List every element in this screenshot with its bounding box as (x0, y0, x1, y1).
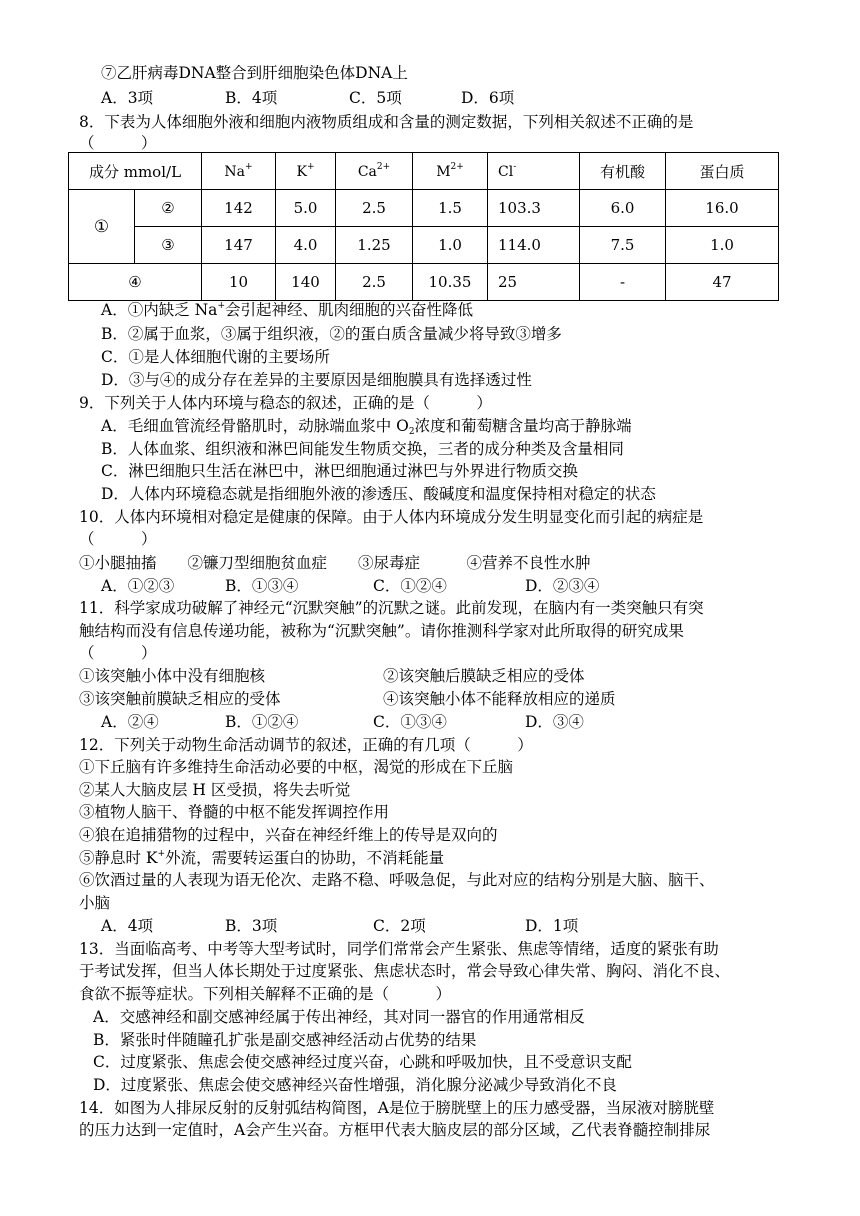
q13-option-b: B．紧张时伴随瞳孔扩张是副交感神经活动占优势的结果 (93, 1031, 477, 1049)
table-cell: 5.0 (276, 190, 336, 227)
q13-option-c: C．过度紧张、焦虑会使交感神经过度兴奋，心跳和呼吸加快，且不受意识支配 (93, 1053, 632, 1071)
table-row (69, 264, 779, 301)
table-cell: 103.3 (488, 190, 580, 227)
q9-option-b: B．人体血浆、组织液和淋巴间能发生物质交换，三者的成分种类及含量相同 (101, 440, 624, 458)
q11-item-2: ②该突触后膜缺乏相应的受体 (383, 667, 585, 685)
q8-option-a: A．①内缺乏 Na+会引起神经、肌肉细胞的兴奋性降低 (101, 301, 473, 319)
q8-option-b: B．②属于血浆，③属于组织液，②的蛋白质含量减少将导致③增多 (101, 325, 562, 343)
table-cell: 142 (202, 190, 276, 227)
table-cell: ④ (69, 264, 202, 301)
table-group-cell: ① (69, 190, 135, 264)
q13-stem-line1: 13．当面临高考、中考等大型考试时，同学们常常会产生紧张、焦虑等情绪，适度的紧张有助 (79, 940, 719, 958)
table-cell: 6.0 (580, 190, 666, 227)
table-cell: 2.5 (336, 190, 413, 227)
q11-item-4: ④该突触小体不能释放相应的递质 (383, 690, 616, 708)
q9-stem: 9．下列关于人体内环境与稳态的叙述，正确的是（ ） (79, 394, 492, 412)
q12-stem: 12．下列关于动物生命活动调节的叙述，正确的有几项（ ） (79, 736, 533, 754)
q11-option-b: B．①②④ (225, 713, 299, 731)
q12-option-c: C．2项 (373, 917, 426, 935)
q13-stem-line3: 食欲不振等症状。下列相关解释不正确的是（ ） (79, 985, 452, 1003)
q12-item-3: ③植物人脑干、脊髓的中枢不能发挥调控作用 (79, 803, 390, 821)
q13-option-a: A．交感神经和副交感神经属于传出神经，其对同一器官的作用通常相反 (93, 1008, 585, 1026)
q11-stem-line2: 触结构而没有信息传递功能，被称为“沉默突触”。请你推测科学家对此所取得的研究成果 (79, 622, 684, 640)
q8-option-d: D．③与④的成分存在差异的主要原因是细胞膜具有选择透过性 (101, 371, 532, 389)
q11-option-c: C．①③④ (373, 713, 447, 731)
table-cell: 1.5 (413, 190, 488, 227)
table-cell: 10 (202, 264, 276, 301)
table-header-cell: K+ (276, 153, 336, 190)
q8-data-table (68, 152, 779, 301)
q14-stem-line1: 14．如图为人排尿反射的反射弧结构简图，A是位于膀胱壁上的压力感受器，当尿液对膀胱壁 (79, 1099, 715, 1117)
q11-item-3: ③该突触前膜缺乏相应的受体 (79, 690, 281, 708)
q9-option-d: D．人体内环境稳态就是指细胞外液的渗透压、酸碱度和温度保持相对稳定的状态 (101, 485, 656, 503)
table-header-cell: Na+ (202, 153, 276, 190)
q13-stem-line2: 于考试发挥，但当人体长期处于过度紧张、焦虑状态时，常会导致心律失常、胸闷、消化不良、 (79, 962, 731, 980)
q11-stem-line3: （ ） (79, 644, 157, 662)
table-cell: 1.0 (413, 227, 488, 264)
q7-option-b: B．4项 (225, 89, 278, 107)
table-header-cell: $M^{2+}$ (413, 153, 488, 190)
table-cell: 1.0 (666, 227, 779, 264)
table-cell: 16.0 (666, 190, 779, 227)
table-cell: 114.0 (488, 227, 580, 264)
table-row (69, 190, 779, 227)
q11-stem-line1: 11．科学家成功破解了神经元“沉默突触”的沉默之谜。此前发现，在脑内有一类突触只有突 (79, 599, 704, 617)
q7-item-7: ⑦乙肝病毒DNA整合到肝细胞染色体DNA上 (101, 64, 408, 82)
q10-items: ①小腿抽搐 ②镰刀型细胞贫血症 ③尿毒症 ④营养不良性水肿 (79, 554, 591, 572)
table-header-cell: $Ca^{2+}$ (336, 153, 413, 190)
table-cell: 140 (276, 264, 336, 301)
q7-option-a: A．3项 (101, 89, 154, 107)
q14-stem-line2: 的压力达到一定值时，A会产生兴奋。方框甲代表大脑皮层的部分区域，乙代表脊髓控制排尿 (79, 1121, 711, 1139)
q8-option-c: C．①是人体细胞代谢的主要场所 (101, 348, 330, 366)
table-cell: 1.25 (336, 227, 413, 264)
table-cell: - (580, 264, 666, 301)
table-cell: 2.5 (336, 264, 413, 301)
q10-option-c: C．①②④ (373, 577, 447, 595)
table-header-cell: 成分 mmol/L (69, 153, 202, 190)
q12-item-2: ②某人大脑皮层 H 区受损，将失去听觉 (79, 781, 351, 799)
q11-option-d: D．③④ (525, 713, 584, 731)
table-cell: 10.35 (413, 264, 488, 301)
table-cell: 47 (666, 264, 779, 301)
table-cell: ③ (135, 227, 202, 264)
q8-stem-line1: 8．下表为人体细胞外液和细胞内液物质组成和含量的测定数据，下列相关叙述不正确的是 (79, 113, 694, 131)
q12-item-6: ⑥饮酒过量的人表现为语无伦次、走路不稳、呼吸急促，与此对应的结构分别是大脑、脑干、 (79, 871, 715, 889)
table-cell: 7.5 (580, 227, 666, 264)
q12-option-b: B．3项 (225, 917, 278, 935)
q10-stem-line2: （ ） (79, 530, 157, 548)
table-header-cell: 有机酸 (580, 153, 666, 190)
q12-option-d: D．1项 (525, 917, 579, 935)
q7-option-d: D．6项 (461, 89, 515, 107)
table-row (69, 227, 779, 264)
q12-item-5: ⑤静息时 K+外流，需要转运蛋白的协助，不消耗能量 (79, 849, 445, 867)
table-cell: 147 (202, 227, 276, 264)
q7-option-c: C．5项 (349, 89, 402, 107)
q9-option-a: A．毛细血管流经骨骼肌时，动脉端血浆中 $O_2$浓度和葡萄糖含量均高于静脉端 (101, 417, 632, 437)
q13-option-d: D．过度紧张、焦虑会使交感神经兴奋性增强，消化腺分泌减少导致消化不良 (93, 1076, 617, 1094)
q12-item-6-cont: 小脑 (79, 894, 111, 912)
q10-stem-line1: 10．人体内环境相对稳定是健康的保障。由于人体内环境成分发生明显变化而引起的病症是 (79, 508, 704, 526)
table-header-cell: 蛋白质 (666, 153, 779, 190)
q11-item-1: ①该突触小体中没有细胞核 (79, 667, 266, 685)
q11-option-a: A．②④ (101, 713, 159, 731)
q10-option-b: B．①③④ (225, 577, 299, 595)
q10-option-d: D．②③④ (525, 577, 600, 595)
table-header-cell: Cl- (488, 153, 580, 190)
table-cell: 25 (488, 264, 580, 301)
q8-stem-line2: （ ） (79, 134, 157, 152)
q9-option-c: C．淋巴细胞只生活在淋巴中，淋巴细胞通过淋巴与外界进行物质交换 (101, 462, 578, 480)
q10-option-a: A．①②③ (101, 577, 175, 595)
table-header-row (69, 153, 779, 190)
q12-item-1: ①下丘脑有许多维持生命活动必要的中枢，渴觉的形成在下丘脑 (79, 758, 514, 776)
q12-option-a: A．4项 (101, 917, 154, 935)
table-cell: 4.0 (276, 227, 336, 264)
table-cell: ② (135, 190, 202, 227)
q12-item-4: ④狼在追捕猎物的过程中，兴奋在神经纤维上的传导是双向的 (79, 826, 498, 844)
